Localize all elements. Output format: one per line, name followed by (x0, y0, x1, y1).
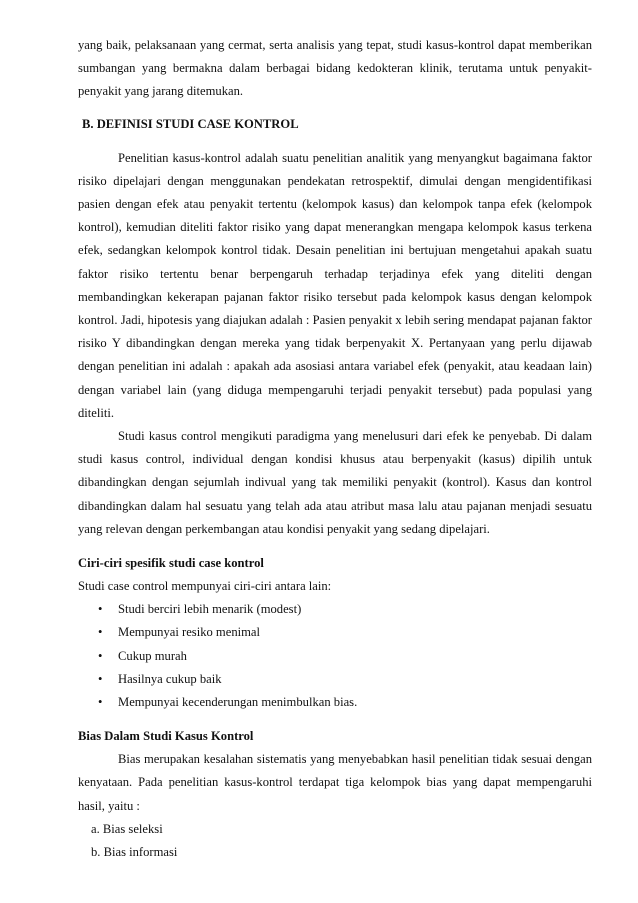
list-item: • Cukup murah (78, 645, 592, 668)
bias-heading: Bias Dalam Studi Kasus Kontrol (78, 729, 254, 744)
list-item: a. Bias seleksi (91, 821, 163, 836)
spacer (78, 714, 592, 725)
ciri-ciri-heading: Ciri-ciri spesifik studi case kontrol (78, 556, 264, 571)
intro-paragraph: yang baik, pelaksanaan yang cermat, serta analisis yang tepat, studi kasus-kontrol dapat memberikan sumbangan yang bermakna dalam berbagai bidang kedokteran klinik, terutama untuk penyakit-penyakit yang jarang ditemukan. (78, 38, 592, 99)
list-item: • Mempunyai resiko menimal (78, 621, 592, 644)
bullet-icon: • (98, 625, 103, 640)
section-b-heading: B. DEFINISI STUDI CASE KONTROL (82, 116, 299, 131)
bias-paragraph: Bias merupakan kesalahan sistematis yang menyebabkan hasil penelitian tidak sesuai dengan kenyataan. Pada penelitian kasus-kontrol terdapat tiga kelompok bias yang dapat mempengaruhi hasil, yaitu : (78, 752, 592, 813)
definition-paragraph-2: Studi kasus control mengikuti paradigma yang menelusuri dari efek ke penyebab. Di dalam studi kasus control, individual dengan kondisi khusus atau berpenyakit (kasus) dipilih untuk dibandingkan dengan sejumlah indivual yang tak memiliki penyakit (kontrol). Kasus dan kontrol dibandingkan dalam hal sesuatu yang telah ada atau atribut masa lalu atau pajanan menjadi sesuatu yang relevan dengan perkembangan atau kondisi penyakit yang sedang dipelajari. (78, 429, 592, 536)
definition-paragraph-1: Penelitian kasus-kontrol adalah suatu penelitian analitik yang menyangkut bagaimana faktor risiko dipelajari dengan menggunakan pendekatan retrospektif, dimulai dengan mengidentifikasi pasien dengan efek atau penyakit tertentu (kelompok kasus) dan kelompok tanpa efek (kelompok kontrol), kemudian diteliti faktor risiko yang dapat menerangkan mengapa kelompok kasus terkena efek, sedangkan kelompok kontrol tidak. Desain penelitian ini bertujuan mengetahui apakah suatu faktor risiko tertentu benar berpengaruh terhadap terjadinya efek yang diteliti dengan membandingkan kekerapan pajanan faktor risiko tersebut pada kelompok kasus dengan kelompok kontrol. Jadi, hipotesis yang diajukan adalah : Pasien penyakit x lebih sering mendapat pajanan faktor risiko Y dibandingkan dengan mereka yang tidak berpenyakit X. Pertanyaan yang perlu dijawab dengan penelitian ini adalah : apakah ada asosiasi antara variabel efek (penyakit, atau keadaan lain) dengan variabel lain (yang diduga mempengaruhi terjadi penyakit tersebut) pada populasi yang diteliti. (78, 150, 592, 420)
list-item: • Studi berciri lebih menarik (modest) (78, 598, 592, 621)
bullet-icon: • (98, 671, 103, 686)
list-item: • Hasilnya cukup baik (78, 668, 592, 691)
bullet-icon: • (98, 695, 103, 710)
ciri-ciri-list (78, 598, 592, 714)
bullet-icon: • (98, 602, 103, 617)
ciri-ciri-intro: Studi case control mempunyai ciri-ciri antara lain: (78, 579, 332, 594)
list-item: b. Bias informasi (91, 845, 178, 860)
document-page (78, 34, 592, 864)
spacer (78, 541, 592, 552)
bullet-icon: • (98, 648, 103, 663)
bias-list (78, 818, 592, 864)
list-item: • Mempunyai kecenderungan menimbulkan bias. (78, 691, 592, 714)
